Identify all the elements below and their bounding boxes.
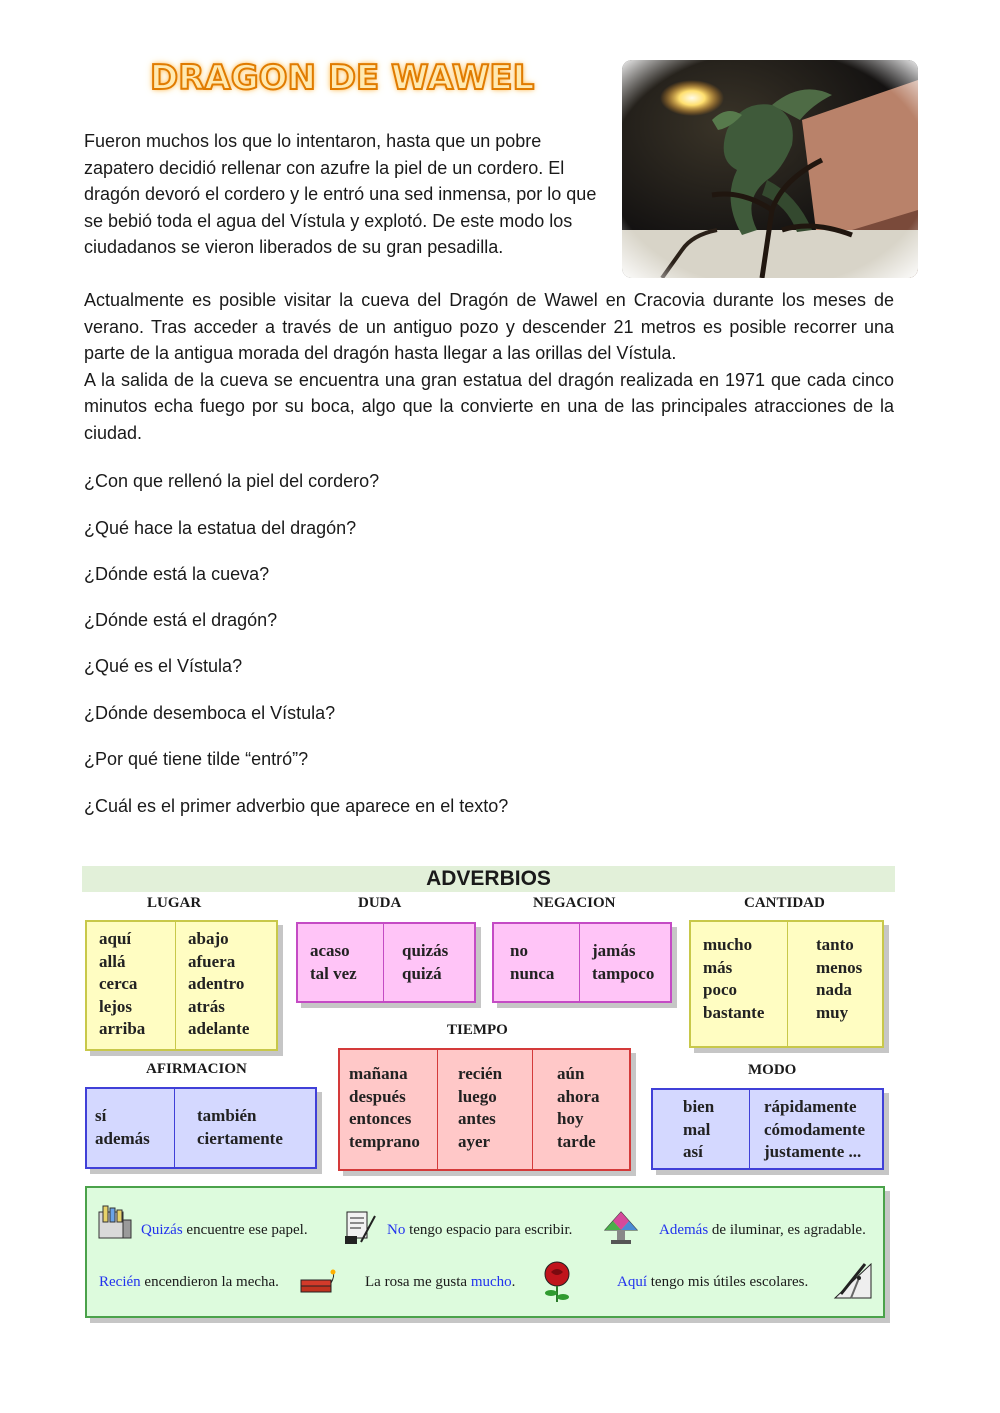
adverb: más	[703, 957, 733, 977]
adverb: quizás	[402, 941, 449, 960]
afirmacion-box	[85, 1087, 317, 1169]
modo-title: MODO	[748, 1062, 797, 1078]
adverb: atrás	[188, 996, 225, 1016]
story-paragraph-1: Fueron muchos los que lo intentaron, hasta que un pobre zapatero decidió rellenar con azufre la piel de un cordero. El dragón devoró el cordero y le entró una sed inmensa, por lo que se bebió toda el agua del Vístula y explotó. De este modo los ciudadanos se vieron liberados de su gran pesadilla.	[84, 131, 597, 257]
afirmacion-col-1	[87, 1089, 174, 1167]
example-text: tengo espacio para escribir.	[405, 1222, 573, 1238]
adverb: entonces	[349, 1109, 412, 1128]
example-text: .	[511, 1274, 516, 1290]
story-paragraph-3: A la salida de la cueva se encuentra una gran estatua del dragón realizada en 1971 que cada cinco minutos echa fuego por su boca, algo que la convierte en una de las principales atracciones de la ciudad.	[84, 369, 894, 443]
rose-icon	[539, 1260, 575, 1309]
dragon-photo	[622, 60, 918, 278]
tiempo-box	[338, 1048, 631, 1171]
adverb: tanto	[816, 935, 854, 954]
adverbios-header: ADVERBIOS	[82, 866, 895, 892]
adverb: aquí	[99, 929, 132, 948]
example-adverb: Además	[659, 1222, 709, 1238]
adverb: muy	[816, 1002, 849, 1022]
question-2: ¿Qué hace la estatua del dragón?	[84, 518, 357, 538]
story-paragraphs	[84, 287, 894, 446]
duda-col-2	[383, 924, 474, 1001]
adverb: aún	[557, 1064, 585, 1083]
example-adverb: Recién	[99, 1274, 141, 1290]
story-paragraph-2: Actualmente es posible visitar la cueva del Dragón de Wawel en Cracovia durante los meses de verano. Tras acceder a través de un antiguo pozo y descender 21 metros es posible recorrer una parte de la antigua morada del dragón hasta llegar a las orillas del Vístula.	[84, 290, 894, 363]
example-2	[387, 1222, 572, 1239]
adverb: ayer	[458, 1131, 491, 1151]
tiempo-col-1	[340, 1050, 437, 1169]
lugar-box	[85, 920, 278, 1051]
question-1: ¿Con que rellenó la piel del cordero?	[84, 471, 380, 491]
afirmacion-title: AFIRMACION	[146, 1061, 247, 1077]
adverb: justamente ...	[764, 1142, 862, 1161]
adverb: rápidamente	[764, 1097, 857, 1116]
adverb: poco	[703, 980, 737, 999]
lugar-col-2	[175, 922, 276, 1049]
afirmacion-col-2	[174, 1089, 315, 1167]
adverb: después	[349, 1086, 406, 1106]
example-6	[617, 1274, 808, 1291]
example-adverb: mucho	[470, 1274, 512, 1290]
adverb: tarde	[557, 1131, 596, 1151]
adverb: bastante	[703, 1002, 765, 1022]
adverb: nunca	[510, 963, 555, 983]
example-4	[99, 1274, 279, 1291]
adverb: luego	[458, 1086, 497, 1106]
adverb: bien	[683, 1097, 715, 1116]
example-adverb: Aquí	[617, 1274, 647, 1290]
adverb: ahora	[557, 1086, 600, 1106]
modo-col-2	[749, 1090, 882, 1168]
example-text: encendieron la mecha.	[140, 1274, 279, 1290]
adverb: recién	[458, 1064, 503, 1083]
adverb: allá	[99, 951, 126, 971]
example-adverb: No	[387, 1222, 406, 1238]
duda-title: DUDA	[358, 895, 402, 911]
drawing-tools-icon	[831, 1258, 875, 1307]
lugar-col-1	[87, 922, 175, 1049]
adverb: tampoco	[592, 963, 655, 983]
cantidad-col-2	[787, 922, 882, 1046]
adverb: hoy	[557, 1109, 584, 1128]
example-3	[659, 1222, 866, 1239]
example-text: La rosa me gusta	[365, 1274, 471, 1290]
cantidad-col-1	[691, 922, 787, 1046]
adverb: acaso	[310, 941, 350, 960]
example-5	[365, 1274, 515, 1291]
adverb: adelante	[188, 1019, 250, 1038]
cantidad-box	[689, 920, 884, 1048]
question-4: ¿Dónde está el dragón?	[84, 610, 278, 630]
adverb: tal vez	[310, 963, 357, 983]
cantidad-title: CANTIDAD	[744, 895, 825, 911]
adverb: no	[510, 941, 528, 960]
tiempo-title: TIEMPO	[447, 1022, 508, 1038]
adverb: cerca	[99, 974, 138, 993]
files-icon	[95, 1202, 135, 1247]
question-6: ¿Dónde desemboca el Vístula?	[84, 703, 336, 723]
example-text: de iluminar, es agradable.	[708, 1222, 866, 1238]
adverb: mal	[683, 1119, 711, 1139]
negacion-box	[492, 922, 672, 1003]
adverb: afuera	[188, 951, 236, 971]
adverb: también	[197, 1106, 257, 1125]
adverb: mucho	[703, 935, 753, 954]
question-5: ¿Qué es el Vístula?	[84, 656, 243, 676]
adverb: nada	[816, 980, 852, 999]
adverb: adentro	[188, 974, 245, 993]
adverb: cómodamente	[764, 1119, 866, 1139]
duda-col-1	[298, 924, 383, 1001]
example-adverb: Quizás	[141, 1222, 183, 1238]
adverb: menos	[816, 957, 863, 977]
adverb: mañana	[349, 1064, 408, 1083]
negacion-col-2	[579, 924, 670, 1001]
negacion-col-1	[494, 924, 579, 1001]
adverb: además	[95, 1128, 150, 1148]
duda-box	[296, 922, 476, 1003]
question-7: ¿Por qué tiene tilde “entró”?	[84, 749, 309, 769]
tiempo-col-2	[437, 1050, 532, 1169]
modo-box	[651, 1088, 884, 1170]
negacion-title: NEGACION	[533, 895, 616, 911]
tiempo-col-3	[532, 1050, 629, 1169]
question-8: ¿Cuál es el primer adverbio que aparece en el texto?	[84, 796, 509, 816]
adverb: ciertamente	[197, 1128, 283, 1148]
adverb: lejos	[99, 996, 133, 1016]
adverb: antes	[458, 1109, 496, 1128]
modo-col-1	[653, 1090, 749, 1168]
adverb: temprano	[349, 1131, 420, 1151]
page-title: DRAGON DE WAWEL	[150, 58, 535, 98]
examples-box	[85, 1186, 885, 1318]
example-1	[141, 1222, 308, 1239]
adverb: arriba	[99, 1019, 146, 1038]
lugar-title: LUGAR	[147, 895, 202, 911]
question-3: ¿Dónde está la cueva?	[84, 564, 270, 584]
adverb: quizá	[402, 963, 442, 983]
lamp-icon	[601, 1208, 641, 1253]
example-text: encuentre ese papel.	[182, 1222, 308, 1238]
scroll-quill-icon	[341, 1206, 377, 1251]
dynamite-icon	[297, 1268, 339, 1303]
example-text: tengo mis útiles escolares.	[647, 1274, 809, 1290]
adverb: jamás	[592, 941, 636, 960]
adverb: abajo	[188, 929, 229, 948]
adverb: sí	[95, 1106, 107, 1125]
adverb: así	[683, 1142, 703, 1161]
